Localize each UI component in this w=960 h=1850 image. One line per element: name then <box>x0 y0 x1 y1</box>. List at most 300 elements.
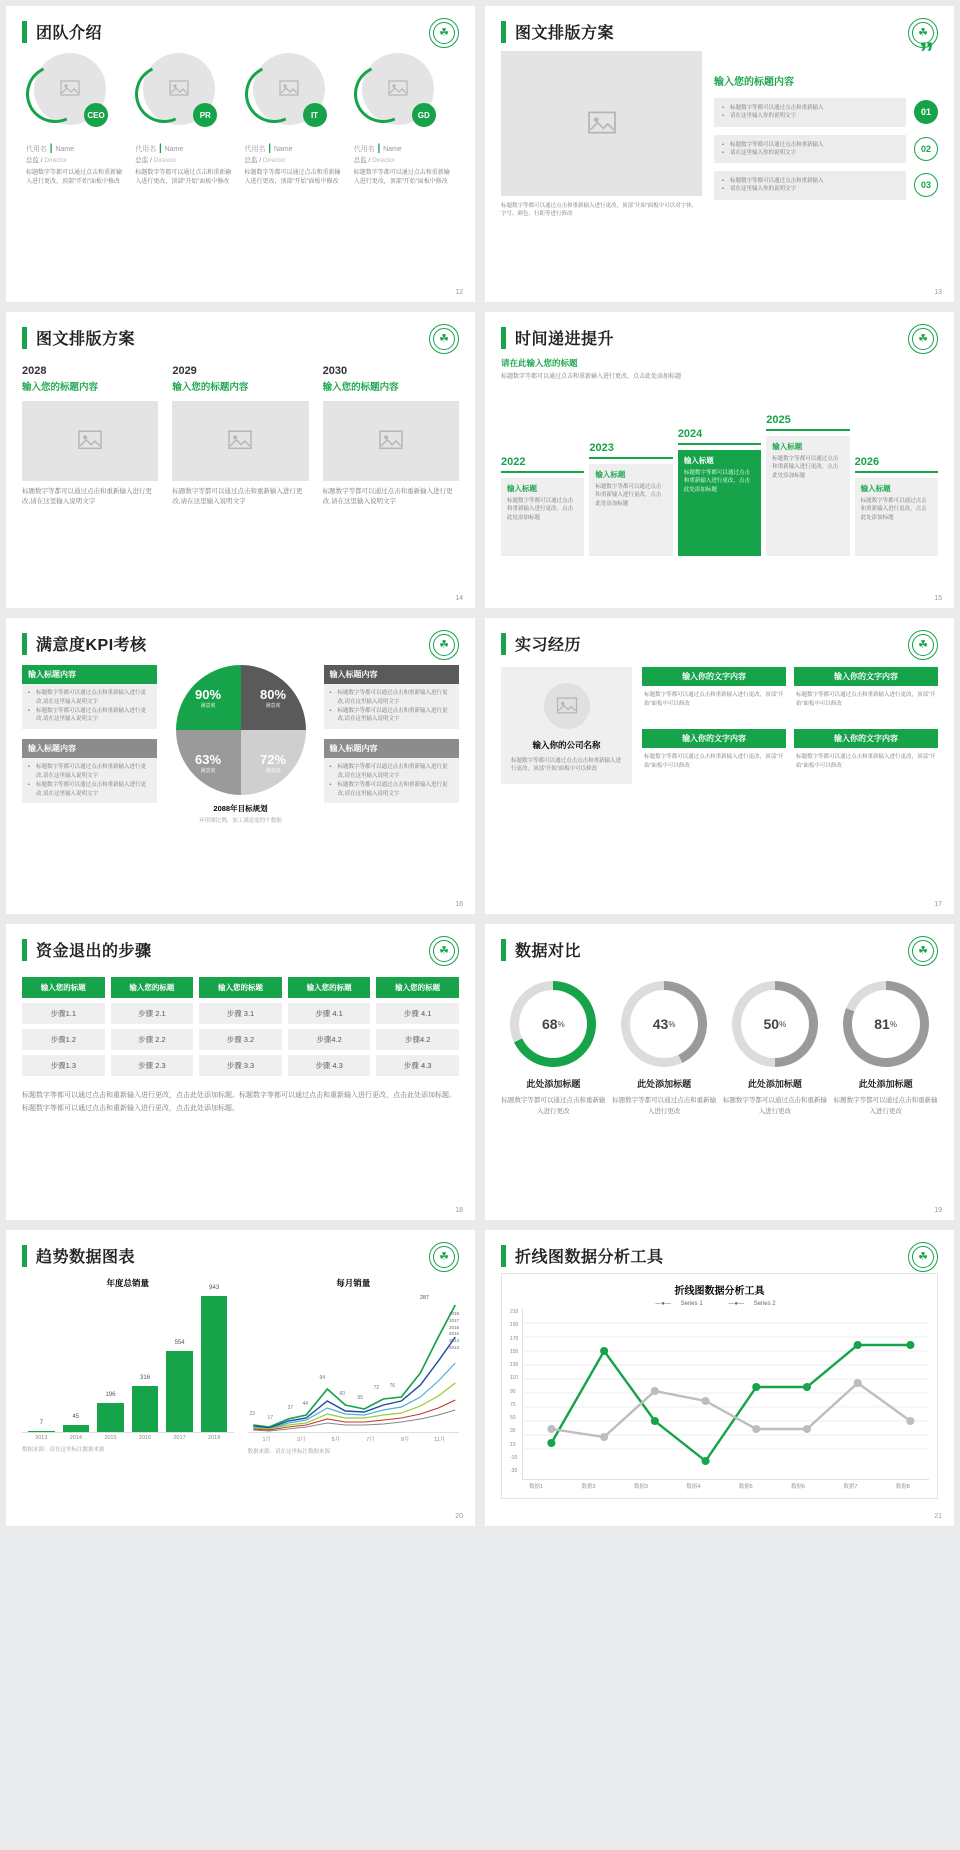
page-title: 时间递进提升 <box>515 331 615 348</box>
chart-source: 数据来源：请在这里标注数据来源 <box>22 1447 105 1453</box>
cell-body: 标题数字等都可以通过点击和重新输入进行更改，顶部“开始”面板中可以修改 <box>644 754 784 770</box>
bullet-line: • 标题数字等都可以通过点击和重新输入进行更改,请在这里输入说明文字 <box>28 689 151 707</box>
donut-chart <box>621 981 707 1067</box>
bar-value: 45 <box>72 1414 80 1421</box>
tick-label: 数据8 <box>895 1484 910 1490</box>
chart-frame <box>501 1273 938 1499</box>
tick-label: 数据7 <box>843 1484 858 1490</box>
slide-header <box>22 326 459 349</box>
donut-chart <box>843 981 929 1067</box>
tick-label: -10 <box>510 1454 518 1461</box>
intro-block <box>501 357 938 382</box>
cell-heading: 输入你的文字内容 <box>642 729 786 748</box>
slide-header <box>22 632 459 655</box>
data-label: 287 <box>419 1295 429 1301</box>
pie-value: 63% <box>194 751 222 767</box>
data-label: 55 <box>357 1395 364 1401</box>
card-heading: 输入标题 <box>772 442 803 451</box>
table-cell: 步骤 2.2 <box>111 1029 194 1050</box>
item-title: 此处添加标题 <box>637 1079 692 1089</box>
item-desc: 标题数字等都可以通过点击和重新输入进行更改 <box>833 1097 938 1116</box>
bullet-line: • 标题数字等都可以通过点击和重新输入进行更改,请在这里输入说明文字 <box>330 707 453 725</box>
bar <box>166 1340 193 1432</box>
body-paragraph: 标题数字等都可以通过点击和重新输入进行更改，点击此处添加标题。标题数字等都可以通过点击和重新输入进行更改，点击此处添加标题。标题数字等都可以通过点击和重新输入进行更改，点击此处添加标题。 <box>22 1092 456 1112</box>
x-axis-labels <box>510 1482 929 1490</box>
slide-header <box>501 1244 938 1267</box>
legend-item: 2015 <box>448 1331 459 1337</box>
x-axis-labels <box>22 1433 234 1441</box>
list-item <box>678 428 761 556</box>
column-header: 输入您的标题 <box>376 977 459 998</box>
card-body <box>855 478 938 556</box>
bullet-line: • 标题数字等都可以通过点击和重新输入 <box>722 177 898 185</box>
slide-kpi-satisfaction <box>6 618 475 914</box>
tick-label: 70 <box>510 1401 516 1408</box>
tick-label: 7月 <box>366 1437 375 1443</box>
line-series-svg <box>523 1309 929 1474</box>
chart-caption: 2088年目标规划 <box>213 804 268 813</box>
role-badge: CEO <box>84 103 108 127</box>
bullet-line: • 标题数字等都可以通过点击和重新输入进行更改,请在这里输入说明文字 <box>330 781 453 799</box>
bullet-text-box <box>714 98 906 127</box>
item-desc: 标题数字等都可以通过点击和重新输入进行更改 <box>722 1097 827 1116</box>
table-row <box>22 1055 459 1076</box>
table-cell: 步骤 2.1 <box>111 1003 194 1024</box>
panel-heading: 输入标题内容 <box>324 739 459 758</box>
legend-item: 2014 <box>448 1338 459 1343</box>
column-heading: 输入您的标题内容 <box>322 382 399 393</box>
donut-list <box>501 981 938 1117</box>
member-name-en: Name <box>383 146 402 153</box>
bar-value: 943 <box>209 1284 220 1291</box>
card-text: 标题数字等都可以通过点击和重新输入进行更改，点击此处添加标题 <box>860 498 927 521</box>
list-item <box>22 365 158 508</box>
page-number: 16 <box>455 901 463 908</box>
member-name: 代用名 | Name <box>135 143 184 154</box>
brand-logo-icon: ☘ <box>429 936 459 966</box>
title-accent-bar <box>22 21 27 43</box>
title-accent-bar <box>22 1245 27 1267</box>
slide-header <box>22 20 459 43</box>
legend-item: 2013 <box>448 1344 459 1350</box>
bar <box>63 1414 90 1432</box>
charts-row <box>22 1277 459 1455</box>
role-badge: GD <box>412 103 436 127</box>
list-item <box>642 667 786 721</box>
left-panel <box>22 665 157 824</box>
bullet-line: • 标题数字等都可以通过点击和重新输入 <box>722 141 898 149</box>
donut-chart <box>732 981 818 1067</box>
cell-body: 标题数字等都可以通过点击和重新输入进行更改，顶部“开始”面板中可以修改 <box>796 754 936 770</box>
table-cell: 步骤 4.1 <box>376 1003 459 1024</box>
slide-layout-scheme-a <box>485 6 954 302</box>
card-body <box>766 436 849 556</box>
card-body <box>589 464 672 556</box>
cell-heading: 输入你的文字内容 <box>794 667 938 686</box>
card-heading: 输入标题 <box>683 456 714 465</box>
list-item <box>794 729 938 783</box>
table-cell: 步骤 2.3 <box>111 1055 194 1076</box>
slide-header <box>22 1244 459 1267</box>
tick-label: 10 <box>510 1441 516 1448</box>
legend-item: 2017 <box>448 1317 459 1323</box>
title-accent-bar <box>501 939 506 961</box>
bullet-line: • 标题数字等都可以通过点击和重新输入进行更改,请在这里输入说明文字 <box>28 781 151 799</box>
avatar <box>354 53 434 133</box>
donut-value: 68 <box>542 1016 558 1032</box>
list-item <box>324 739 459 803</box>
avatar <box>26 53 106 133</box>
page-number: 18 <box>455 1207 463 1214</box>
column-text: 标题数字等都可以通过点击和重新输入进行更改,请在这里输入说明文字 <box>172 488 303 506</box>
donut-unit: % <box>779 1019 787 1029</box>
tick-label: 数据6 <box>791 1484 806 1490</box>
list-item <box>354 53 455 187</box>
pie-slice <box>176 730 241 795</box>
pie-slice <box>176 665 241 730</box>
bullet-text-box <box>714 171 906 200</box>
data-label: 72 <box>373 1385 380 1391</box>
tick-label: 170 <box>510 1335 519 1342</box>
list-item <box>22 739 157 803</box>
page-number: 19 <box>934 1207 942 1214</box>
slide-header <box>501 632 938 655</box>
bullet-line: • 请在这里输入你的说明文字 <box>722 112 898 120</box>
list-item <box>245 53 346 187</box>
tick-label: 150 <box>510 1348 519 1355</box>
panel-heading: 输入标题内容 <box>324 665 459 684</box>
page-number: 17 <box>934 901 942 908</box>
slides-grid <box>6 6 954 1526</box>
brand-logo-icon: ☘ <box>908 1242 938 1272</box>
year-label: 2029 <box>172 365 197 377</box>
bullet-line: • 标题数字等都可以通过点击和重新输入进行更改,请在这里输入说明文字 <box>28 707 151 725</box>
title-accent-bar <box>501 327 506 349</box>
table-cell: 步骤4.2 <box>288 1029 371 1050</box>
chart-legend <box>449 1311 459 1352</box>
brand-logo-icon: ☘ <box>908 630 938 660</box>
pie-value: 72% <box>259 751 287 767</box>
tick-label: 5月 <box>331 1437 341 1443</box>
year-label: 2030 <box>322 365 348 377</box>
bar-value: 316 <box>140 1375 151 1382</box>
brand-logo-icon: ☘ <box>908 936 938 966</box>
plot-area <box>510 1309 929 1480</box>
table-cell: 步骤 4.3 <box>288 1055 371 1076</box>
column-heading: 输入您的标题内容 <box>172 382 249 393</box>
table-cell: 步骤 4.1 <box>288 1003 371 1024</box>
tick-label: 数据4 <box>686 1484 701 1490</box>
tick-label: 3月 <box>297 1437 306 1443</box>
table-cell: 步骤1.2 <box>22 1029 105 1050</box>
table-row <box>22 1003 459 1024</box>
pie-label: 满意度 <box>200 767 216 774</box>
quadrant-pie <box>176 665 306 795</box>
list-item <box>135 53 236 187</box>
card-text: 标题数字等都可以通过点击和重新输入进行更改，点击此处添加标题 <box>772 456 839 479</box>
page-title: 满意度KPI考核 <box>36 637 147 654</box>
bar-value: 7 <box>39 1419 43 1426</box>
card-text: 标题数字等都可以通过点击和重新输入进行更改，点击此处添加标题 <box>683 470 750 493</box>
tick-label: 数据3 <box>633 1484 648 1490</box>
slide-header <box>501 20 938 43</box>
member-name: 代用名 | Name <box>26 143 75 154</box>
year-label: 2026 <box>854 456 880 468</box>
list-item <box>855 456 938 556</box>
list-item <box>501 981 606 1117</box>
intro-text: 标题数字等都可以通过点击和重新输入进行更改，点击此处添加标题 <box>501 374 682 380</box>
table-row <box>22 1029 459 1050</box>
member-name-en: Name <box>273 146 293 153</box>
tick-label: 数据2 <box>581 1484 596 1490</box>
tick-label: 9月 <box>400 1437 410 1443</box>
item-title: 此处添加标题 <box>526 1079 581 1089</box>
table-cell: 步骤 3.2 <box>199 1029 282 1050</box>
card-body <box>678 450 761 556</box>
image-placeholder-icon <box>501 51 702 196</box>
divider <box>678 443 761 445</box>
member-role-cn: 总监 <box>26 157 39 164</box>
list-item <box>794 667 938 721</box>
company-name: 输入你的公司名称 <box>532 740 601 750</box>
donut-value: 81 <box>874 1016 890 1032</box>
donut-center <box>852 990 920 1058</box>
list-item <box>501 456 584 556</box>
brand-logo-icon: ☘ <box>429 1242 459 1272</box>
item-desc: 标题数字等都可以通过点击和重新输入进行更改 <box>501 1097 606 1116</box>
slide-layout-scheme-b <box>6 312 475 608</box>
tick-label: 130 <box>510 1362 519 1368</box>
cell-heading: 输入你的文字内容 <box>642 667 786 686</box>
section-heading: 输入您的标题内容 <box>714 77 795 88</box>
tick-label: 2017 <box>173 1435 186 1441</box>
list-item <box>324 665 459 729</box>
legend-label: Series 2 <box>753 1301 776 1307</box>
right-panel <box>324 665 459 824</box>
member-description: 标题数字等都可以通过点击和重新输入进行更改，顶部“开始”面板中修改 <box>353 170 450 185</box>
data-label: 94 <box>319 1375 326 1381</box>
item-title: 此处添加标题 <box>858 1079 913 1089</box>
bar-value: 554 <box>174 1340 185 1347</box>
page-number: 15 <box>934 595 942 602</box>
page-number: 21 <box>934 1513 942 1520</box>
brand-logo-icon: ☘ <box>908 18 938 48</box>
pie-slice <box>241 665 306 730</box>
page-title: 图文排版方案 <box>36 331 136 348</box>
tick-label: 2015 <box>104 1435 117 1441</box>
y-axis-labels <box>510 1309 522 1474</box>
list-item <box>723 981 828 1117</box>
brand-logo-icon: ☘ <box>429 324 459 354</box>
image-placeholder-icon <box>323 401 459 481</box>
page-number: 14 <box>455 595 463 602</box>
bullet-line: • 标题数字等都可以通过点击和重新输入进行更改,请在这里输入说明文字 <box>330 763 453 781</box>
slide-timeline <box>485 312 954 608</box>
data-label: 76 <box>389 1383 396 1389</box>
slide-header <box>22 938 459 961</box>
bar <box>28 1419 55 1432</box>
pie-label: 满意度 <box>265 702 281 709</box>
year-label: 2028 <box>22 365 47 377</box>
pie-label: 满意度 <box>200 702 216 709</box>
donut-unit: % <box>889 1019 897 1029</box>
divider <box>589 457 672 459</box>
title-accent-bar <box>501 1245 506 1267</box>
page-title: 图文排版方案 <box>515 25 615 42</box>
slide-internship <box>485 618 954 914</box>
panel-body <box>324 684 459 729</box>
member-name-en: Name <box>55 146 75 153</box>
data-label: 23 <box>249 1411 256 1417</box>
experience-grid <box>642 667 938 784</box>
member-role: 总监 / Director <box>135 157 177 164</box>
legend-item: —●— Series 1 <box>655 1301 703 1307</box>
donut-center <box>630 990 698 1058</box>
team-member-list <box>22 53 459 187</box>
member-role-en: Director <box>262 157 286 164</box>
legend-item: —●— Series 2 <box>728 1301 776 1307</box>
slide-trend-charts <box>6 1230 475 1526</box>
chart-title: 每月销量 <box>336 1278 371 1288</box>
brand-logo-icon: ☘ <box>429 18 459 48</box>
slide-team-intro <box>6 6 475 302</box>
page-title: 实习经历 <box>515 637 582 654</box>
title-accent-bar <box>501 21 506 43</box>
x-axis-labels <box>248 1433 460 1443</box>
donut-value: 43 <box>652 1016 669 1032</box>
brand-logo-icon: ☘ <box>429 630 459 660</box>
table-header-row <box>22 977 459 998</box>
donut-center <box>741 990 809 1058</box>
tick-label: 2014 <box>69 1435 82 1441</box>
member-role: 总监 / Director <box>26 157 68 164</box>
list-item <box>766 414 849 556</box>
internship-layout <box>501 667 938 784</box>
brand-logo-icon: ☘ <box>908 324 938 354</box>
tick-label: 2018 <box>208 1435 221 1441</box>
image-placeholder-icon <box>22 401 158 481</box>
pie-label: 满意度 <box>265 767 281 774</box>
company-card <box>501 667 632 784</box>
bullet-line: • 请在这里输入你的说明文字 <box>722 149 898 157</box>
donut-chart <box>510 981 596 1067</box>
cell-body: 标题数字等都可以通过点击和重新输入进行更改，顶部“开始”面板中可以修改 <box>796 692 936 707</box>
tick-label: 30 <box>510 1428 516 1435</box>
column-header: 输入您的标题 <box>199 977 282 998</box>
line-plot-area <box>248 1293 460 1433</box>
bar <box>132 1375 159 1432</box>
list-item <box>612 981 717 1117</box>
list-item <box>172 365 308 508</box>
table-cell: 步骤1.3 <box>22 1055 105 1076</box>
bullet-line: • 标题数字等都可以通过点击和重新输入 <box>722 104 898 112</box>
member-role-en: Director <box>153 157 177 164</box>
line-chart-monthly-sales <box>248 1277 460 1455</box>
cell-body: 标题数字等都可以通过点击和重新输入进行更改，顶部“开始”面板中可以修改 <box>644 692 784 707</box>
list-item <box>22 665 157 729</box>
page-number: 13 <box>934 289 942 296</box>
member-role: 总监 / Director <box>244 157 286 164</box>
year-label: 2024 <box>677 428 703 440</box>
page-title: 团队介绍 <box>36 25 103 42</box>
list-item <box>26 53 127 187</box>
line-series-svg-wrap <box>522 1309 929 1480</box>
item-title: 此处添加标题 <box>747 1079 802 1089</box>
card-text: 标题数字等都可以通过点击和重新输入进行更改，点击此处添加标题 <box>595 484 662 507</box>
cell-heading: 输入你的文字内容 <box>794 729 938 748</box>
steps-table <box>22 977 459 1115</box>
donut-center <box>519 990 587 1058</box>
data-label: 37 <box>287 1405 294 1411</box>
slide-header <box>501 326 938 349</box>
card-text: 标题数字等都可以通过点击和重新输入进行更改，点击此处添加标题 <box>507 498 574 521</box>
bar-value: 196 <box>105 1391 116 1398</box>
table-cell: 步骤4.2 <box>376 1029 459 1050</box>
page-title: 资金退出的步骤 <box>36 943 152 960</box>
avatar <box>245 53 325 133</box>
card-heading: 输入标题 <box>595 470 626 479</box>
tick-label: 数据5 <box>738 1484 753 1490</box>
member-description: 标题数字等都可以通过点击和重新输入进行更改，顶部“开始”面板中修改 <box>135 170 232 185</box>
pie-value: 80% <box>259 686 287 702</box>
card-body <box>501 478 584 556</box>
data-label: 44 <box>302 1401 309 1407</box>
column-text: 标题数字等都可以通过点击和重新输入进行更改,请在这里输入说明文字 <box>22 488 152 506</box>
column-list <box>22 365 459 508</box>
company-description: 标题数字等都可以通过点击点击和重新输入进行更改，顶部“开始”面板中可以修改 <box>511 758 622 773</box>
bar-series <box>22 1284 234 1433</box>
member-name: 代用名 | Name <box>244 143 293 154</box>
bullet-line: • 标题数字等都可以通过点击和重新输入进行更改,请在这里输入说明文字 <box>28 763 151 781</box>
table-cell: 步骤1.1 <box>22 1003 105 1024</box>
tick-label: 1月 <box>262 1437 272 1443</box>
step-number: 02 <box>914 137 938 161</box>
quote-icon: ” <box>919 37 934 70</box>
tick-label: 11月 <box>434 1437 446 1443</box>
member-name-cn: 代用名 <box>26 146 47 153</box>
chart-source: 数据来源：请在这里标注数据来源 <box>247 1449 331 1455</box>
year-label: 2025 <box>766 414 791 426</box>
slide-data-comparison <box>485 924 954 1220</box>
list-item <box>714 135 938 164</box>
page-title: 数据对比 <box>515 943 582 960</box>
donut-value: 50 <box>763 1016 780 1032</box>
member-role-cn: 总监 <box>353 157 367 164</box>
tick-label: 数据1 <box>529 1484 544 1490</box>
title-accent-bar <box>22 939 27 961</box>
table-cell: 步骤 4.3 <box>376 1055 459 1076</box>
card-heading: 输入标题 <box>507 484 537 493</box>
image-block <box>501 51 702 219</box>
pie-chart <box>163 665 317 824</box>
member-description: 标题数字等都可以通过点击和重新输入进行更改，顶部“开始”面板中修改 <box>244 170 341 185</box>
member-role: 总监 / Director <box>353 157 395 164</box>
image-placeholder-icon <box>544 683 590 729</box>
tick-label: 210 <box>510 1309 519 1315</box>
donut-unit: % <box>668 1019 676 1029</box>
member-name-cn: 代用名 <box>135 146 157 153</box>
chart-subcaption: 环形图比例，加工满意度的个数据 <box>199 818 282 824</box>
slide-line-chart-tool <box>485 1230 954 1526</box>
tick-label: 90 <box>510 1388 516 1395</box>
intro-heading: 请在此输入您的标题 <box>501 358 578 368</box>
role-badge: PR <box>193 103 217 127</box>
bullet-line: • 请在这里输入你的说明文字 <box>722 185 898 193</box>
page-title: 趋势数据图表 <box>36 1249 136 1266</box>
panel-body <box>22 758 157 803</box>
step-number: 01 <box>914 100 938 124</box>
list-item <box>714 98 938 127</box>
